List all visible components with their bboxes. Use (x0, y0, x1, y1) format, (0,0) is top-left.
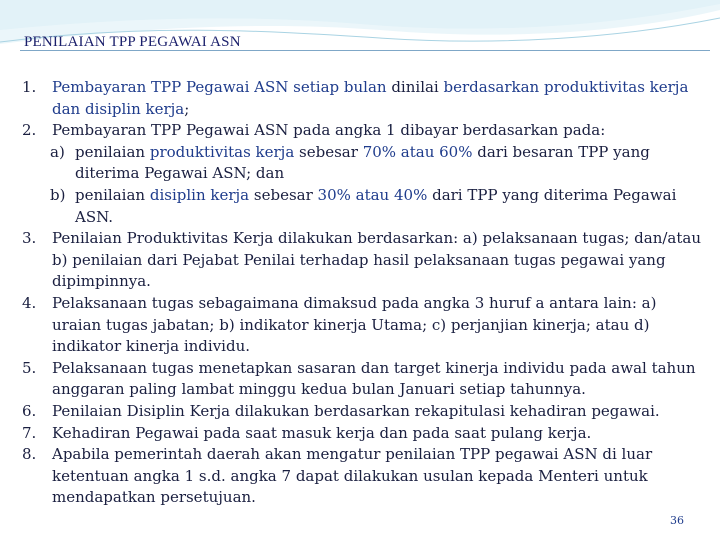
list-number: 3. (22, 229, 37, 248)
item-text: dari besaran TPP yang diterima Pegawai ASN; dan (75, 142, 650, 183)
item-text: Penilaian Disiplin Kerja dilakukan berdasarkan rekapitulasi kehadiran pegawai. (52, 401, 660, 420)
highlight-text: berdasarkan produktivitas kerja dan disiplin kerja (52, 78, 689, 118)
list-number: 4. (22, 293, 37, 312)
item-text: Kehadiran Pegawai pada saat masuk kerja dan pada saat pulang kerja. (52, 423, 592, 442)
list-number: 6. (22, 401, 37, 420)
item-text: Pelaksanaan tugas sebagaimana dimaksud pada angka 3 huruf a antara lain: a) uraian tugas jabatan; b) indikator kinerja Utama; c) perjanjian kinerja; atau d) indikator kinerja individu. (52, 293, 657, 356)
sub-item (22, 142, 702, 185)
list-item (22, 77, 702, 120)
sub-item (22, 185, 702, 228)
item-text: ; (184, 99, 190, 118)
item-text: penilaian (75, 185, 150, 204)
page-title: PENILAIAN TPP PEGAWAI ASN (24, 34, 241, 50)
item-text: Penilaian Produktivitas Kerja dilakukan berdasarkan: a) pelaksanaan tugas; dan/atau b) penilaian dari Pejabat Penilai terhadap hasil pelaksanaan tugas pegawai yang dipimpinnya. (52, 229, 701, 291)
item-text: dari TPP yang diterima Pegawai ASN. (75, 185, 677, 226)
list-item (22, 293, 702, 358)
item-text: Pelaksanaan tugas menetapkan sasaran dan target kinerja individu pada awal tahun anggaran paling lambat minggu kedua bulan Januari setiap tahunnya. (52, 358, 696, 399)
list-item (22, 228, 702, 293)
list-number: 1. (22, 78, 37, 96)
list-number: 7. (22, 423, 37, 442)
highlight-text: 70% atau 60% (362, 142, 473, 161)
list-item (22, 444, 702, 509)
item-text: dinilai (386, 78, 444, 96)
item-text: penilaian (75, 142, 150, 161)
list-number: 8. (22, 445, 37, 464)
item-text: Apabila pemerintah daerah akan mengatur penilaian TPP pegawai ASN di luar ketentuan angka 1 s.d. angka 7 dapat dilakukan usulan kepada Menteri untuk mendapatkan persetujuan. (52, 445, 653, 507)
list-item (22, 401, 702, 423)
content-list (22, 77, 702, 509)
highlight-text: produktivitas kerja (149, 142, 295, 161)
highlight-text: disiplin kerja (149, 185, 250, 204)
list-number: 5. (22, 358, 37, 377)
highlight-text: 30% atau 40% (317, 185, 428, 204)
item-text: sebesar (249, 185, 318, 204)
highlight-text: Pembayaran TPP Pegawai ASN setiap bulan (52, 78, 387, 96)
item-text: Pembayaran TPP Pegawai ASN pada angka 1 dibayar berdasarkan pada: (52, 121, 606, 140)
page-number: 36 (670, 514, 684, 527)
sub-letter: b) (50, 185, 66, 204)
list-number: 2. (22, 121, 37, 140)
list-item (22, 358, 702, 401)
title-divider (20, 50, 710, 51)
list-item (22, 423, 702, 445)
sub-letter: a) (50, 142, 65, 161)
item-text: sebesar (294, 142, 363, 161)
list-item (22, 120, 702, 142)
